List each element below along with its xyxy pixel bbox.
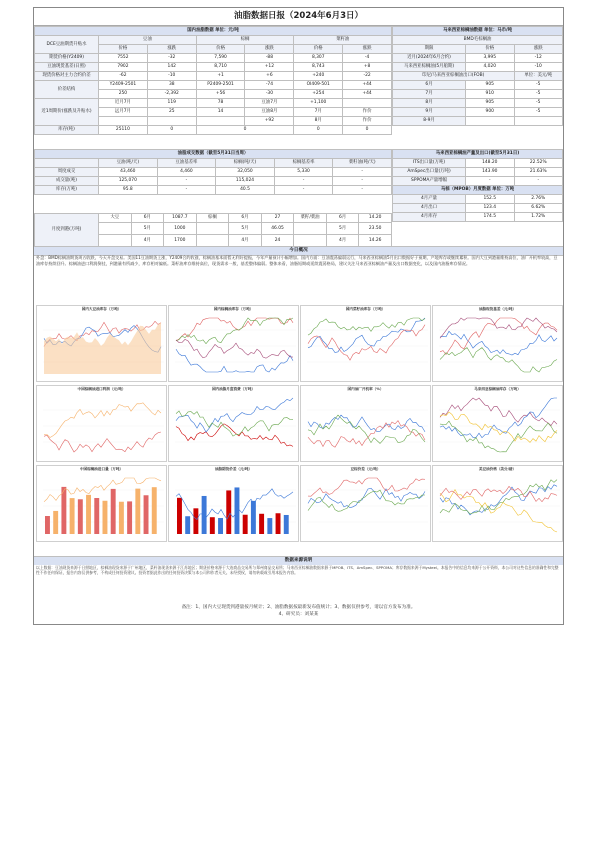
- trade-head: 油脂成交数据（截至5月31日当周）: [35, 150, 392, 159]
- chart-title: 油脂现货基差（元/吨）: [478, 307, 517, 311]
- malaysia-head: 马来西亚棕榈油数据 单位：马币/吨: [393, 27, 563, 36]
- table-row: [393, 195, 563, 204]
- table-row: [35, 54, 392, 63]
- cell: +6: [245, 72, 294, 81]
- row-label: 马来西亚棕榈油(5月船期): [393, 63, 466, 72]
- export-table: [392, 149, 563, 222]
- row-label: 库存(吨): [35, 126, 99, 135]
- cell: 14.20: [359, 214, 392, 223]
- row-label: 9月: [393, 108, 466, 117]
- row-label: 期货价格(Y2409): [35, 54, 99, 63]
- chart-line: [308, 488, 425, 508]
- chart-plot: [303, 394, 428, 458]
- cell: 3,995: [466, 54, 515, 63]
- cell: 远月7月: [99, 108, 148, 117]
- report-page: [33, 7, 564, 625]
- chart-line: [176, 318, 293, 341]
- chart-bar: [193, 508, 198, 534]
- row-label: ITS出口量(万吨): [393, 159, 466, 168]
- chart-thumbnail: [168, 385, 299, 462]
- chart-line: [440, 348, 557, 372]
- chart-line: [176, 318, 293, 344]
- cell: +254: [294, 90, 343, 99]
- chart-line: [308, 490, 425, 511]
- row-label: 近月(2024年6月合约): [393, 54, 466, 63]
- chart-thumbnail: [168, 465, 299, 542]
- cell: 14: [196, 108, 245, 117]
- chart-line: [176, 349, 293, 372]
- table-row: [35, 177, 392, 186]
- cell: Y2409-2501: [99, 81, 148, 90]
- cell: 23.50: [359, 223, 392, 235]
- cell: -: [466, 177, 515, 186]
- chart-line: [308, 415, 425, 432]
- cell: 0: [147, 126, 196, 135]
- chart-title: 国内大豆油库存（万吨）: [81, 307, 122, 311]
- cell: 5,330: [274, 168, 333, 177]
- chart-title: 国内油厂开机率（%）: [347, 387, 384, 391]
- col-head: 棕榈基差率: [274, 159, 333, 168]
- chart-title: 中国棕榈油进口量（万吨）: [79, 467, 124, 471]
- cell: 近月7月: [99, 99, 148, 108]
- cell: +12: [245, 63, 294, 72]
- cell: 21.63%: [514, 168, 563, 177]
- cell: [99, 235, 132, 247]
- cell: OI409-501: [294, 81, 343, 90]
- col-price: 价格: [196, 45, 245, 54]
- cell: -: [333, 168, 392, 177]
- table-row: [35, 72, 392, 81]
- chart-plot: [435, 474, 560, 538]
- chart-title: 油脂期货价差（元/吨）: [214, 467, 253, 471]
- cell: 1.72%: [514, 213, 563, 222]
- cell: +1: [196, 72, 245, 81]
- cell: 7902: [99, 63, 148, 72]
- chart-plot: [303, 474, 428, 538]
- cell: 142: [147, 63, 196, 72]
- row-label: 6月: [393, 81, 466, 90]
- cell: -: [157, 177, 216, 186]
- cell: -10: [514, 63, 563, 72]
- cell: 148.20: [466, 159, 515, 168]
- cell: -2,392: [147, 90, 196, 99]
- table-row: [35, 186, 392, 195]
- chart-bar: [144, 495, 149, 534]
- table-row: [393, 90, 563, 99]
- cell: 250: [99, 90, 148, 99]
- footnote: [34, 604, 563, 618]
- chart-line: [176, 339, 293, 358]
- chart-bar: [127, 501, 132, 534]
- col-term: 期限: [393, 45, 466, 54]
- table-row: [393, 117, 563, 126]
- table-row: [393, 99, 563, 108]
- cell: +92: [245, 117, 294, 126]
- chart-plot: [171, 474, 296, 538]
- cell: -5: [514, 108, 563, 117]
- chart-bar: [226, 490, 231, 534]
- chart-plot: [171, 394, 296, 458]
- cell: -: [274, 186, 333, 195]
- cell: 8,710: [196, 63, 245, 72]
- chart-bar: [45, 516, 50, 534]
- chart-line: [440, 331, 557, 355]
- chart-line: [440, 398, 557, 438]
- cell: -32: [147, 54, 196, 63]
- product-rape: 菜籽油: [294, 36, 392, 45]
- mpob-head: 马棕（MPOB）月度数据 单位：万吨: [393, 186, 563, 195]
- chart-thumbnail: [36, 385, 167, 462]
- cell: +8: [343, 63, 392, 72]
- cell: 大豆: [99, 214, 132, 223]
- product-soy: 豆油: [99, 36, 197, 45]
- cell: 152.5: [466, 195, 515, 204]
- cell: [514, 117, 563, 126]
- chart-line: [308, 478, 425, 496]
- cell: 32,050: [216, 168, 275, 177]
- chart-bar: [70, 498, 75, 534]
- cell: 菜籽/菜油: [294, 214, 327, 223]
- cell: 5月: [131, 223, 164, 235]
- cell: +44: [343, 81, 392, 90]
- cell: 4,460: [157, 168, 216, 177]
- cell: 4月: [131, 235, 164, 247]
- export-head: 马来西亚棕榈油产量及出口(截至5月31日): [393, 150, 563, 159]
- chart-bar: [103, 501, 108, 534]
- chart-thumbnail: [36, 305, 167, 382]
- chart-bar: [259, 514, 264, 534]
- col-price: 价格: [294, 45, 343, 54]
- cell: 6月: [131, 214, 164, 223]
- cell: 1087.7: [164, 214, 197, 223]
- cell: -74: [245, 81, 294, 90]
- cell: 6月: [326, 214, 359, 223]
- chart-line: [308, 421, 425, 448]
- chart-bar: [119, 502, 124, 534]
- chart-thumbnail: [432, 465, 563, 542]
- cell: +240: [294, 72, 343, 81]
- cell: 豆油7月: [245, 99, 294, 108]
- chart-thumbnail: [36, 465, 167, 542]
- cell: 6月: [229, 214, 262, 223]
- chart-bar: [218, 518, 223, 534]
- row-header: DCE豆油期货升贴水: [35, 36, 99, 54]
- col-head: 豆油基差率: [157, 159, 216, 168]
- cell: [343, 99, 392, 108]
- chart-line: [44, 403, 161, 438]
- chart-bar: [185, 516, 190, 534]
- col-head: 棕榈(吨/天): [216, 159, 275, 168]
- chart-bar: [53, 511, 58, 534]
- cell: 40.5: [216, 186, 275, 195]
- cell: 27: [261, 214, 294, 223]
- col-change: 涨跌: [245, 45, 294, 54]
- cell: 1700: [164, 235, 197, 247]
- chart-plot: [39, 394, 164, 458]
- table-row: [35, 63, 392, 72]
- cell: 900: [466, 108, 515, 117]
- cell: 8月: [294, 117, 343, 126]
- table-row: [393, 177, 563, 186]
- row-label: AmSpec出口量(万吨): [393, 168, 466, 177]
- cell: 143.90: [466, 168, 515, 177]
- row-label: 4月产量: [393, 195, 466, 204]
- chart-bar: [251, 501, 256, 534]
- cell: -: [157, 186, 216, 195]
- cell: 0: [343, 126, 392, 135]
- table-row: [393, 63, 563, 72]
- chart-bar: [152, 487, 157, 534]
- cell: -: [333, 186, 392, 195]
- cell: 95.8: [99, 186, 158, 195]
- row-label: 库存(万吨): [35, 186, 99, 195]
- table-row: [393, 81, 563, 90]
- chart-thumbnail: [300, 385, 431, 462]
- chart-thumbnail: [300, 465, 431, 542]
- malaysia-sub: BMD毛棕榈油: [393, 36, 563, 45]
- cell: 22.52%: [514, 159, 563, 168]
- cell: -88: [245, 54, 294, 63]
- row-label: 4月出口: [393, 204, 466, 213]
- cell: 7,590: [196, 54, 245, 63]
- chart-title: 中国棕榈油进口利润（元/吨）: [77, 387, 126, 391]
- report-title: 油脂数据日报（2024年6月3日）: [34, 8, 563, 26]
- row-label: 现货价格对主力合约价差: [35, 72, 99, 81]
- notes-text: 外盘：BMD棕榈油期货周五收跌，今天开盘交易。美国11豆油期货上涨，Y2409合约收涨，棕榈油基本面暂无利好提振，今年产量预计小幅增加。国内方面：豆油震荡偏弱运行，马来西亚棕榈油5月出口数据好于预期，产地库存或继续累积。国内大豆到港量维持高位，油厂开机率较高，豆油库存持续回升。棕榈油进口利润倒挂，到港量有所减少，库存相对偏低。菜籽油库存维持高位，现货需求一般，基差整体偏弱。整体来看，油脂短期或延续震荡格局，建议关注马来西亚棕榈油产量及出口数据变化，以及国内油脂库存情况。: [36, 255, 558, 267]
- cell: 0: [196, 126, 294, 135]
- cell: P2409-2501: [196, 81, 245, 90]
- chart-title: 国内菜籽油库存（万吨）: [345, 307, 386, 311]
- col-price: 价格: [466, 45, 515, 54]
- cell: 125,070: [99, 177, 158, 186]
- cell: 4月: [229, 235, 262, 247]
- cell: 5月: [326, 223, 359, 235]
- chart-plot: [435, 394, 560, 458]
- chart-bar: [111, 489, 116, 534]
- cell: 123.4: [466, 204, 515, 213]
- cell: -12: [514, 54, 563, 63]
- cell: 25110: [99, 126, 148, 135]
- row-label: 月度到港(万吨): [35, 214, 99, 247]
- col-head: 菜籽油(吨/天): [333, 159, 392, 168]
- table-row: [35, 99, 392, 108]
- table-row: [35, 168, 392, 177]
- chart-bar: [135, 489, 140, 534]
- chart-title: 豆棕价差（元/吨）: [350, 467, 381, 471]
- chart-line: [440, 485, 557, 515]
- cell: 115,024: [216, 177, 275, 186]
- cell: 905: [466, 81, 515, 90]
- cell: [147, 117, 196, 126]
- arrival-table: [34, 213, 392, 247]
- cell: +56: [196, 90, 245, 99]
- chart-thumbnail: [432, 305, 563, 382]
- cell: 24: [261, 235, 294, 247]
- chart-bar: [78, 499, 83, 534]
- table-row: [35, 126, 392, 135]
- chart-line: [440, 412, 557, 442]
- table-row: [393, 168, 563, 177]
- table-row: [35, 81, 392, 90]
- cell: 1000: [164, 223, 197, 235]
- chart-line: [308, 318, 425, 335]
- chart-plot: [435, 314, 560, 378]
- cell: 78: [196, 99, 245, 108]
- col-head: 豆油(吨/天): [99, 159, 158, 168]
- cell: 14.26: [359, 235, 392, 247]
- malaysia-table: [392, 26, 563, 126]
- cell: [196, 117, 245, 126]
- row-label: 7月: [393, 90, 466, 99]
- cell: -5: [514, 99, 563, 108]
- row-label: 成交量(吨): [35, 177, 99, 186]
- chart-plot: [171, 314, 296, 378]
- chart-bar: [61, 487, 66, 534]
- chart-thumbnail: [300, 305, 431, 382]
- chart-bar: [86, 495, 91, 534]
- cell: -30: [245, 90, 294, 99]
- cell: 174.5: [466, 213, 515, 222]
- domestic-table: [34, 26, 392, 135]
- table-row: [393, 108, 563, 117]
- cell: -: [333, 177, 392, 186]
- chart-bar: [94, 498, 99, 534]
- chart-title: 国内油脂月度消费（万吨）: [211, 387, 256, 391]
- cell: 0: [294, 126, 343, 135]
- col-change: 涨跌: [147, 45, 196, 54]
- cell: -5: [514, 90, 563, 99]
- cell: -22: [343, 72, 392, 81]
- cell: 7552: [99, 54, 148, 63]
- cell: -62: [99, 72, 148, 81]
- chart-bar: [210, 517, 215, 534]
- cell: 43,460: [99, 168, 158, 177]
- domestic-head: 国内油脂数据 单位：元/吨: [35, 27, 392, 36]
- cell: 6.62%: [514, 204, 563, 213]
- cell: 作价: [343, 108, 392, 117]
- row-label: 4月库存: [393, 213, 466, 222]
- cell: -5: [514, 81, 563, 90]
- chart-title: 美豆油价格（美分/磅）: [478, 467, 517, 471]
- table-row: [393, 54, 563, 63]
- cell: 38: [147, 81, 196, 90]
- cell: 119: [147, 99, 196, 108]
- cell: [294, 223, 327, 235]
- product-palm: 棕榈: [196, 36, 294, 45]
- chart-plot: [39, 314, 164, 378]
- cell: 7月: [294, 108, 343, 117]
- trade-table: [34, 149, 392, 195]
- chart-bar: [235, 487, 240, 534]
- chart-plot: [303, 314, 428, 378]
- cell: -: [514, 177, 563, 186]
- table-row: [393, 159, 563, 168]
- row-label: 8-9月: [393, 117, 466, 126]
- col-change: 涨跌: [343, 45, 392, 54]
- cell: 棕榈: [196, 214, 229, 223]
- row-label: 近1周期价(涨跌及升贴水): [35, 99, 99, 126]
- cell: 25: [147, 108, 196, 117]
- cell: +44: [343, 90, 392, 99]
- cell: 4月: [326, 235, 359, 247]
- row-label: 价差结构: [35, 81, 99, 99]
- footnote-line: 4、研究员：刘某某: [278, 612, 319, 617]
- cell: 910: [466, 90, 515, 99]
- notes-head: 今日概况: [34, 246, 563, 256]
- chart-thumbnail: [168, 305, 299, 382]
- cell: 46.05: [261, 223, 294, 235]
- cell: [196, 223, 229, 235]
- cell: 4,020: [466, 63, 515, 72]
- source-head: 数据来源说明: [34, 556, 563, 565]
- cell: 豆油8月: [245, 108, 294, 117]
- cell: 905: [466, 99, 515, 108]
- cell: 8,307: [294, 54, 343, 63]
- trade-corner: [35, 159, 99, 168]
- cell: [196, 235, 229, 247]
- cell: [99, 117, 148, 126]
- chart-line: [176, 398, 293, 432]
- chart-bar: [177, 498, 182, 534]
- cell: +1,100: [294, 99, 343, 108]
- footnote-line: 备注：1、国内大豆现货到港量按月统计；2、油脂数据按最新发布值统计；3、数据仅供参考，请以官方发布为准。: [181, 605, 416, 610]
- cell: -4: [343, 54, 392, 63]
- cell: [99, 223, 132, 235]
- cell: [466, 117, 515, 126]
- cell: 2.76%: [514, 195, 563, 204]
- fob-unit: 单位：美元/吨: [514, 72, 563, 81]
- chart-bar: [267, 518, 272, 534]
- chart-line: [440, 398, 557, 426]
- fob-head: 印尼/马来西亚棕榈油出口(FOB): [393, 72, 515, 81]
- chart-title: 马来西亚棕榈油库存（万吨）: [474, 387, 521, 391]
- chart-bar: [284, 515, 289, 534]
- cell: -: [274, 177, 333, 186]
- chart-thumbnail: [432, 385, 563, 462]
- row-label: 豆油现货基差(日照): [35, 63, 99, 72]
- cell: 作价: [343, 117, 392, 126]
- row-label: SPPOMA产量增幅: [393, 177, 466, 186]
- row-label: 8月: [393, 99, 466, 108]
- cell: [294, 235, 327, 247]
- chart-plot: [39, 474, 164, 538]
- table-row: [393, 204, 563, 213]
- cell: 5月: [229, 223, 262, 235]
- cell: 8,743: [294, 63, 343, 72]
- table-row: [35, 214, 392, 223]
- chart-bar: [243, 515, 248, 534]
- col-price: 价格: [99, 45, 148, 54]
- table-row: [393, 213, 563, 222]
- chart-title: 国内棕榈油库存（万吨）: [213, 307, 254, 311]
- source-text: 以上数据：豆油现货来源于日照地区，棕榈油现货来源于广州地区，菜籽油现货来源于江苏地区；期货价格来源于大连商品交易所与郑州商品交易所；马来西亚棕榈油数据来源于MPOB、ITS、AmSpec、SPPOMA；库存数据来源于Mysteel。本报告中的信息均来源于公开资料，本公司对这些信息的准确性和完整性不作任何保证，报告内容仅供参考，不构成任何投资建议。投资者据此作出的任何投资决策与本公司和作者无关。未经授权，请勿转载或引用本报告内容。: [36, 565, 559, 576]
- col-change: 涨跌: [514, 45, 563, 54]
- chart-bar: [276, 513, 281, 534]
- cell: -10: [147, 72, 196, 81]
- row-label: 周度成交: [35, 168, 99, 177]
